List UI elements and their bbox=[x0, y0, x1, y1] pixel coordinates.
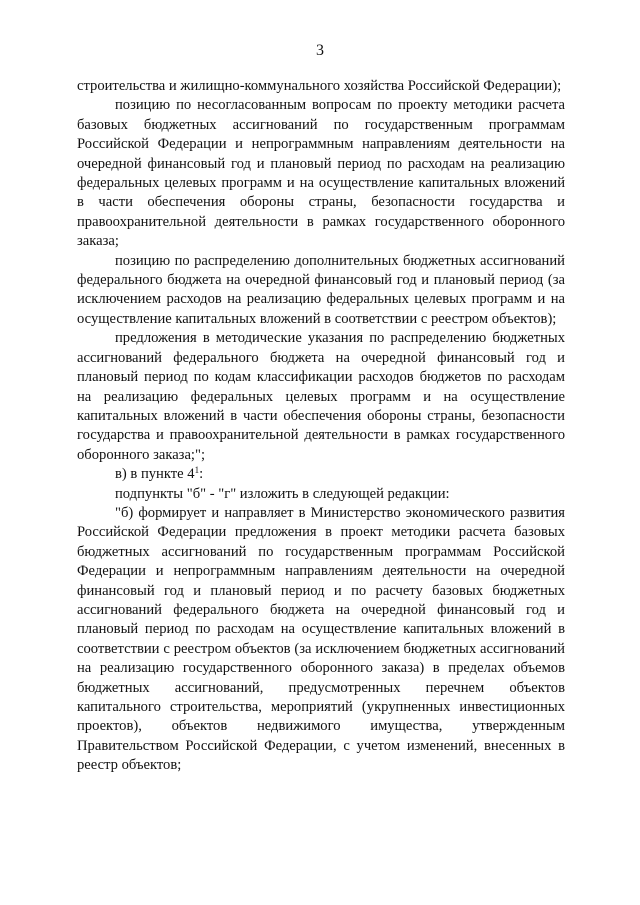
document-body bbox=[77, 77, 565, 776]
paragraph-point-4-1 bbox=[77, 465, 565, 484]
point-colon: : bbox=[199, 466, 204, 483]
page-number: 3 bbox=[316, 42, 324, 59]
paragraph-subpoints-instruction: подпункты "б" - "г" изложить в следующей редакции: bbox=[115, 485, 450, 502]
superscript-number: 1 bbox=[194, 465, 200, 476]
paragraph-position-disagreements: позицию по несогласованным вопросам по проекту методики расчета базовых бюджетных ассигнований по государственным программам Российской Федерации и непрограммным направлениям деятельности на очередной финансовый год и плановый период по расходам на реализацию федеральных целевых программ и на осуществление капитальных вложений в части обеспечения обороны страны, безопасности государства и правоохранительной деятельности в рамках государственного оборонного заказа; bbox=[77, 97, 565, 250]
point-text: в) в пункте 4 bbox=[115, 466, 195, 483]
paragraph-proposals-guidelines: предложения в методические указания по распределению бюджетных ассигнований федерального бюджета на очередной финансовый год и плановый период по кодам классификации расходов бюджетов по расходам на реализацию федеральных целевых программ и на осуществление капитальных вложений в части обеспечения обороны страны, безопасности государства и правоохранительной деятельности в рамках государственного оборонного заказа;"; bbox=[77, 330, 565, 463]
paragraph-position-distribution: позицию по распределению дополнительных бюджетных ассигнований федерального бюджета на очередной финансовый год и плановый период (за исключением расходов на реализацию федеральных целевых программ и на осуществление капитальных вложений в соответствии с реестром объектов); bbox=[77, 252, 565, 327]
paragraph-subpoint-b: "б) формирует и направляет в Министерство экономического развития Российской Федерации предложения в проект методики расчета базовых бюджетных ассигнований по государственным программам Российской Федерации и непрограммным направлениям деятельности на очередной финансовый год и плановый период и по расчету базовых бюджетных ассигнований федерального бюджета на очередной финансовый год и плановый период по расходам на осуществление капитальных вложений в соответствии с реестром объектов (за исключением бюджетных ассигнований на реализацию государственного оборонного заказа) в пределах объемов бюджетных ассигнований, предусмотренных перечнем объектов капитального строительства, мероприятий (укрупненных инвестиционных проектов), объектов недвижимого имущества, утвержденным Правительством Российской Федерации, с учетом изменений, внесенных в реестр объектов; bbox=[77, 504, 565, 774]
paragraph-continuation: строительства и жилищно-коммунального хозяйства Российской Федерации); bbox=[77, 78, 562, 94]
